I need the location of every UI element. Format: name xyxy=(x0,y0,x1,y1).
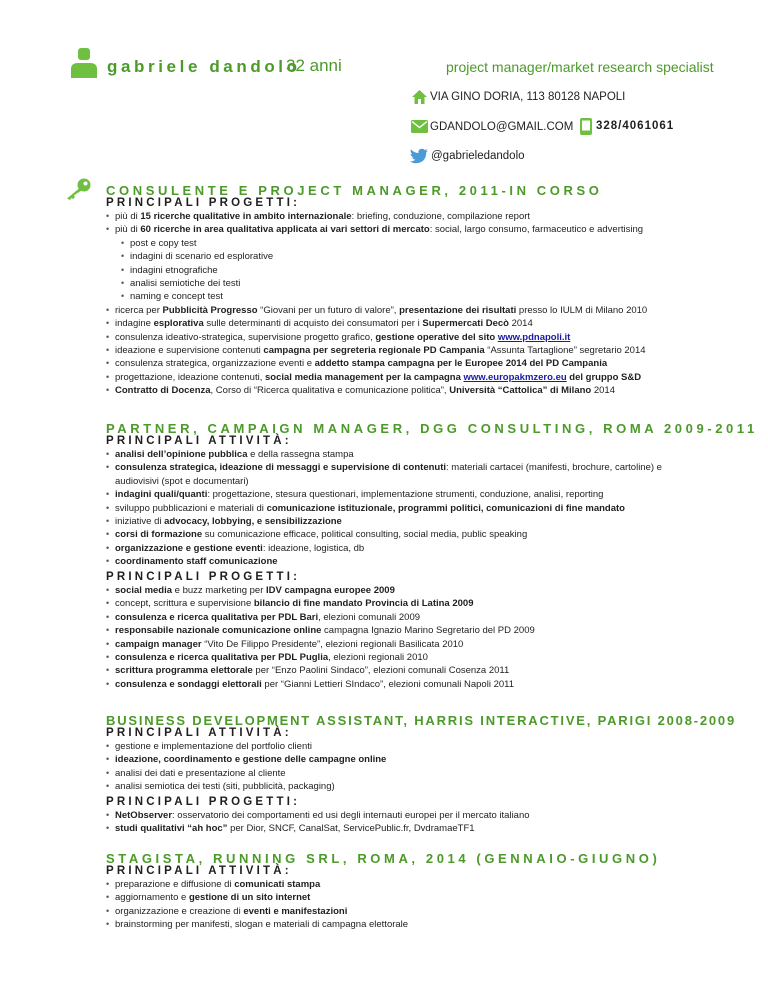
bold-text: Contratto di Docenza xyxy=(115,385,211,397)
text-span: naming e concept test xyxy=(130,291,223,303)
projects-list-3 xyxy=(106,809,726,836)
list-item xyxy=(106,542,726,555)
bold-text: comunicazione istituzionale, programmi politici, comunicazioni di fine mandato xyxy=(266,502,625,514)
list-item xyxy=(106,753,726,766)
candidate-name: gabriele dandolo xyxy=(107,57,301,76)
text-span: : social, largo consumo, farmaceutico e advertising xyxy=(429,224,644,236)
text-span: preparazione e diffusione di xyxy=(115,879,235,890)
list-item xyxy=(106,264,726,277)
list-item xyxy=(106,277,726,290)
list-item xyxy=(106,371,726,384)
list-item xyxy=(106,344,726,357)
list-item xyxy=(106,638,726,651)
list-item xyxy=(106,624,726,637)
list-item xyxy=(106,250,726,263)
bold-text: indagini quali/quanti xyxy=(115,489,208,501)
bold-text: gestione di un sito internet xyxy=(188,892,311,904)
list-item xyxy=(106,304,726,317)
text-span: : progettazione, stesura questionari, implementazione strumenti, conduzione, analisi, reporting xyxy=(207,489,604,501)
bold-text: 60 ricerche in area qualitativa applicata ai vari settori di mercato xyxy=(140,224,430,236)
list-item xyxy=(106,584,726,597)
bold-text: social media management per la campagna xyxy=(265,371,464,383)
bold-text: advocacy, lobbying, e sensibilizzazione xyxy=(164,516,342,528)
list-item xyxy=(106,555,726,568)
bold-text: 15 ricerche qualitative in ambito internazionale xyxy=(140,211,352,222)
text-span: “Giovani per un futuro di valore”, xyxy=(257,304,400,316)
list-item xyxy=(106,237,726,250)
pdnapoli-link[interactable]: www.pdnapoli.it xyxy=(497,331,571,343)
list-item xyxy=(106,780,726,793)
text-span: consulenza strategica, organizzazione eventi e xyxy=(115,358,315,370)
section-title: PARTNER, CAMPAIGN MANAGER, DGG CONSULTING, ROMA 2009-2011 xyxy=(106,421,758,436)
bold-text: gestione operative del sito xyxy=(375,331,498,343)
text-span: “Assunta Tartaglione” segretario 2014 xyxy=(484,345,646,357)
list-item xyxy=(106,290,726,303)
text-span: indagine xyxy=(115,318,154,330)
list-item xyxy=(106,357,726,370)
bold-text: analisi dell’opinione pubblica xyxy=(115,449,248,460)
text-span: concept, scrittura e supervisione xyxy=(115,598,254,610)
text-span: ideazione e supervisione contenuti xyxy=(115,345,264,357)
bold-text: campagna per segreteria regionale PD Campania xyxy=(263,345,485,357)
bold-text: consulenza e ricerca qualitativa per PDL Puglia xyxy=(115,652,329,664)
text-span: ricerca per xyxy=(115,304,163,316)
mail-icon xyxy=(411,120,428,133)
text-span: consulenza ideativo-strategica, supervisione progetto grafico, xyxy=(115,331,376,343)
email[interactable]: GDANDOLO@GMAIL.COM xyxy=(430,121,574,133)
phone-number: 328/4061061 xyxy=(596,120,675,132)
text-span: “Vito De Filippo Presidente”, elezioni regionali Basilicata 2010 xyxy=(201,638,464,650)
bold-text: bilancio di fine mandato Provincia di Latina 2009 xyxy=(253,598,474,610)
text-span: 2014 xyxy=(508,318,533,330)
bold-text: consulenza e sondaggi elettorali xyxy=(115,678,262,690)
text-span: iniziative di xyxy=(115,516,165,528)
bold-text: presentazione dei risultati xyxy=(399,304,517,316)
list-item xyxy=(106,822,726,835)
text-span: : ideazione, logistica, db xyxy=(262,542,365,554)
text-span: : osservatorio dei comportamenti ed usi degli internauti europei per il mercato italiano xyxy=(172,810,530,821)
bold-text: comunicati stampa xyxy=(234,879,321,890)
bold-text: consulenza e ricerca qualitativa per PDL Bari xyxy=(115,611,319,623)
text-span: , elezioni comunali 2009 xyxy=(318,611,421,623)
list-item xyxy=(106,488,726,501)
list-item xyxy=(106,317,726,330)
list-item xyxy=(106,515,726,528)
list-item xyxy=(106,678,726,691)
list-item xyxy=(106,905,726,918)
section-title: STAGISTA, RUNNING SRL, ROMA, 2014 (GENNAIO-GIUGNO) xyxy=(106,851,661,866)
text-span: progettazione, ideazione contenuti, xyxy=(115,371,265,383)
bold-text: Università “Cattolica” di Milano xyxy=(449,385,592,397)
address: VIA GINO DORIA, 113 80128 NAPOLI xyxy=(430,91,626,103)
text-span: e buzz marketing per xyxy=(172,585,267,596)
activities-list-3 xyxy=(106,740,726,794)
list-item xyxy=(106,740,726,753)
bold-text: studi qualitativi “ah hoc” xyxy=(115,823,228,835)
text-span: aggiornamento e xyxy=(115,892,189,904)
bold-text: Pubblicità Progresso xyxy=(162,304,258,316)
text-span: sviluppo pubblicazioni e materiali di xyxy=(115,502,267,514)
europakmzero-link[interactable]: www.europakmzero.eu xyxy=(463,371,567,383)
bold-text: addetto stampa campagna per le Europee 2014 del PD Campania xyxy=(314,358,608,370)
text-span: , elezioni regionali 2010 xyxy=(328,652,428,664)
text-span: 2014 xyxy=(591,385,615,397)
text-span: , Corso di “Ricerca qualitativa e comunicazione politica”, xyxy=(210,385,450,397)
list-item xyxy=(106,809,726,822)
bold-text: campaign manager xyxy=(115,638,202,650)
text-span: post e copy test xyxy=(130,237,197,249)
bold-text: IDV campagna europee 2009 xyxy=(266,585,395,596)
text-span: sulle determinanti di acquisto dei consumatori per i xyxy=(203,318,423,330)
list-item xyxy=(106,384,726,397)
text-span: : materiali cartacei (manifesti, brochure, cartoline) e audiovisivi (spot e documentari) xyxy=(115,462,662,487)
key-icon xyxy=(64,177,92,201)
bold-text: responsabile nazionale comunicazione online xyxy=(115,625,322,637)
bold-text: corsi di formazione xyxy=(115,529,203,541)
subsection-title: PRINCIPALI PROGETTI: xyxy=(106,796,301,808)
text-span: indagini etnografiche xyxy=(130,264,218,276)
home-icon xyxy=(411,89,428,105)
text-span: gestione e implementazione del portfolio clienti xyxy=(115,741,312,752)
text-span: : briefing, conduzione, compilazione report xyxy=(351,211,531,222)
bold-text: coordinamento staff comunicazione xyxy=(115,556,278,568)
text-span: organizzazione e creazione di xyxy=(115,905,244,917)
list-item xyxy=(106,331,726,344)
subsection-title: PRINCIPALI PROGETTI: xyxy=(106,197,301,209)
list-item xyxy=(106,611,726,624)
projects-list-1 xyxy=(106,210,726,398)
section-title: BUSINESS DEVELOPMENT ASSISTANT, HARRIS INTERACTIVE, PARIGI 2008-2009 xyxy=(106,713,736,728)
bold-text: eventi e manifestazioni xyxy=(243,905,348,917)
list-item xyxy=(106,461,705,488)
list-item xyxy=(106,767,726,780)
list-item xyxy=(106,502,726,515)
candidate-role: project manager/market research specialist xyxy=(446,59,714,75)
list-item xyxy=(106,528,726,541)
text-span: brainstorming per manifesti, slogan e materiali di campagna elettorale xyxy=(115,919,409,931)
text-span: e della rassegna stampa xyxy=(247,449,354,460)
bold-text: scrittura programma elettorale xyxy=(115,665,253,677)
subsection-title: PRINCIPALI ATTIVITÀ: xyxy=(106,727,292,739)
text-span: analisi semiotica dei testi (siti, pubblicità, packaging) xyxy=(115,781,335,793)
activities-list-4 xyxy=(106,878,726,932)
bold-text: ideazione, coordinamento e gestione delle campagne online xyxy=(115,754,387,766)
text-span: campagna Ignazio Marino Segretario del PD 2009 xyxy=(321,625,535,637)
text-span: per “Enzo Paolini Sindaco”, elezioni comunali Cosenza 2011 xyxy=(252,665,510,677)
user-icon xyxy=(69,46,99,80)
text-span: per Dior, SNCF, CanalSat, ServicePublic.fr, DvdramaeTF1 xyxy=(227,823,475,835)
candidate-age: 32 anni xyxy=(286,56,342,75)
text-span: per “Gianni Lettieri SIndaco”, elezioni comunali Napoli 2011 xyxy=(261,678,515,690)
list-item xyxy=(106,891,726,904)
list-item xyxy=(106,918,726,931)
projects-list-2 xyxy=(106,584,726,691)
list-item xyxy=(106,210,726,223)
bold-text: esplorativa xyxy=(153,318,204,330)
text-span: analisi dei dati e presentazione al cliente xyxy=(115,767,286,779)
text-span: analisi semiotiche dei testi xyxy=(130,278,241,290)
phone-icon xyxy=(580,118,592,135)
bold-text: organizzazione e gestione eventi xyxy=(115,542,263,554)
list-item xyxy=(106,664,726,677)
twitter-icon xyxy=(409,148,429,164)
subsection-title: PRINCIPALI ATTIVITÀ: xyxy=(106,435,292,447)
list-item xyxy=(106,651,726,664)
text-span: su comunicazione efficace, political consulting, social media, public speaking xyxy=(202,529,528,541)
bold-text: consulenza strategica, ideazione di messaggi e supervisione di contenuti xyxy=(115,462,447,474)
subsection-title: PRINCIPALI ATTIVITÀ: xyxy=(106,865,292,877)
bold-text: NetObserver xyxy=(115,810,173,821)
text-span: più di xyxy=(115,211,141,222)
text-span: più di xyxy=(115,224,141,236)
list-item xyxy=(106,448,726,461)
twitter-handle[interactable]: @gabrieledandolo xyxy=(431,150,525,162)
list-item xyxy=(106,597,726,610)
list-item xyxy=(106,878,726,891)
activities-list-2 xyxy=(106,448,726,569)
bold-text: del gruppo S&D xyxy=(566,371,642,383)
bold-text: social media xyxy=(115,585,173,596)
list-item xyxy=(106,223,726,236)
text-span: indagini di scenario ed esplorative xyxy=(130,251,274,263)
bold-text: Supermercati Decò xyxy=(422,318,509,330)
subsection-title: PRINCIPALI PROGETTI: xyxy=(106,571,301,583)
section-title: CONSULENTE E PROJECT MANAGER, 2011-IN CORSO xyxy=(106,183,603,198)
text-span: presso lo IULM di Milano 2010 xyxy=(516,304,648,316)
